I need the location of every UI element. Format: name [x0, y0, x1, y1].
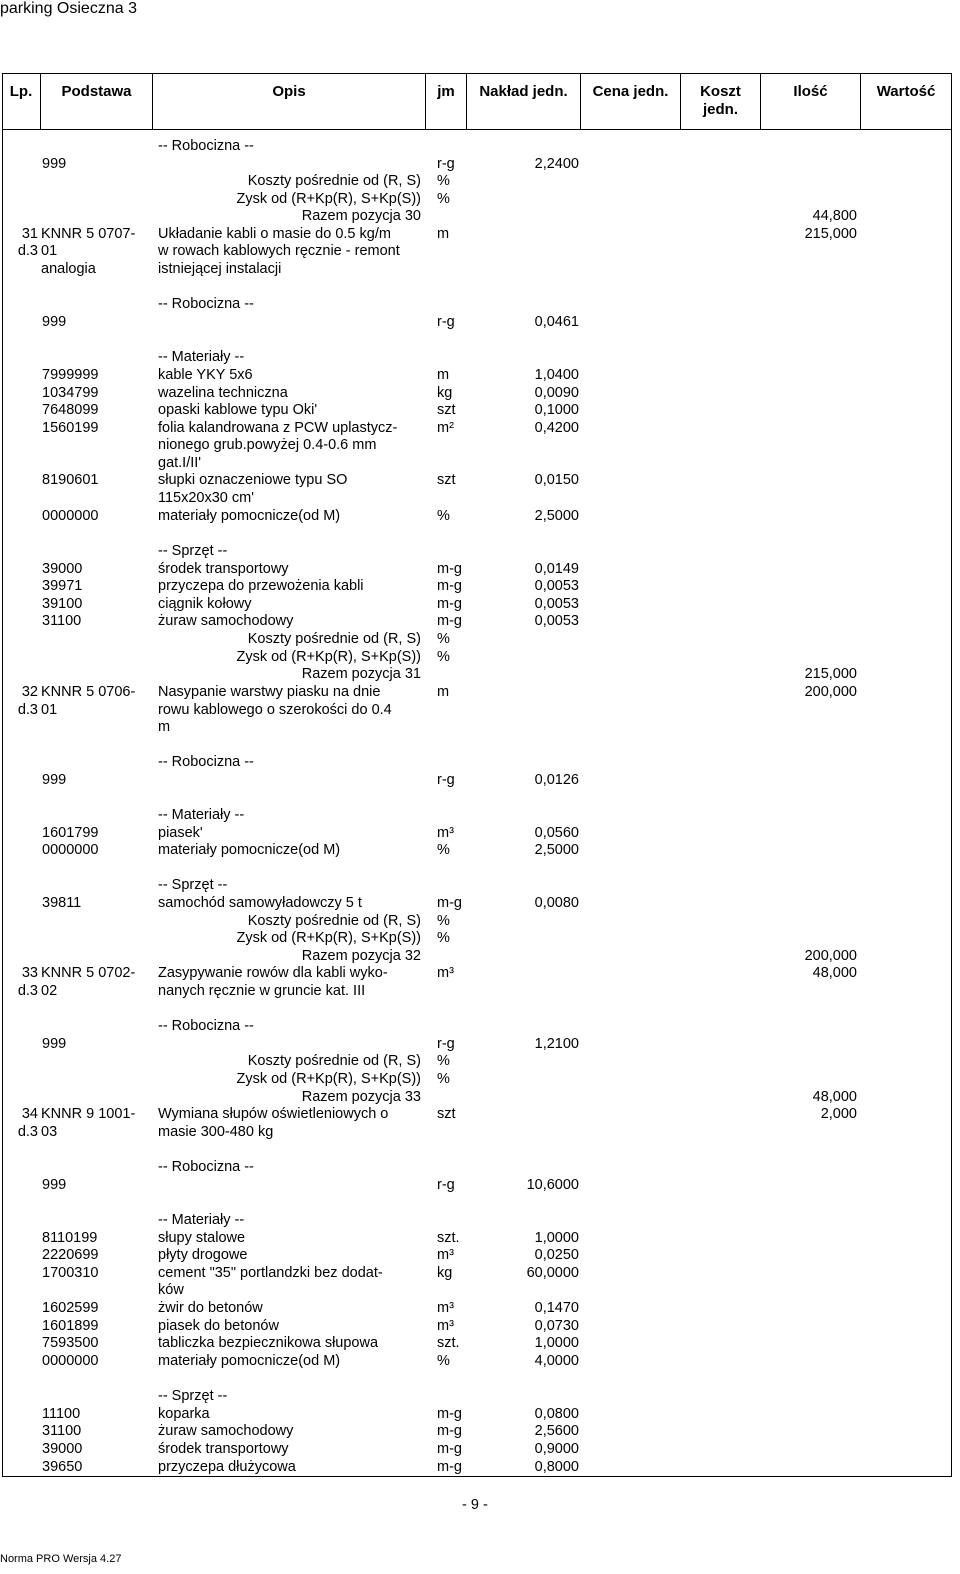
cell-podstawa: 01: [41, 243, 58, 259]
col-divider: [860, 73, 861, 129]
cell-opis: Koszty pośrednie od (R, S): [247, 1053, 421, 1069]
cell-jm: szt: [437, 472, 456, 488]
cell-jm: %: [437, 191, 450, 207]
cell-code: 999: [42, 1036, 67, 1052]
cell-jm: r-g: [437, 1177, 455, 1193]
cell-naklad: 10,6000: [526, 1177, 579, 1193]
cell-naklad: 0,0090: [534, 385, 579, 401]
cell-lp: 32: [21, 684, 38, 700]
cell-naklad: 1,0000: [534, 1335, 579, 1351]
cell-lp: d.3: [17, 983, 38, 999]
cell-naklad: 0,0560: [534, 825, 579, 841]
cell-jm: r-g: [437, 314, 455, 330]
cell-code: 31100: [42, 613, 82, 629]
cell-opis: -- Materiały --: [158, 1212, 245, 1228]
cell-naklad: 2,2400: [534, 156, 579, 172]
cell-podstawa: 03: [41, 1124, 58, 1140]
cell-jm: m-g: [437, 596, 462, 612]
cell-lp: 33: [21, 965, 38, 981]
cell-code: 39650: [42, 1459, 83, 1475]
cell-code: 8110199: [42, 1230, 98, 1246]
cell-jm: szt.: [437, 1335, 460, 1351]
col-divider: [466, 73, 467, 129]
cell-naklad: 0,0800: [534, 1406, 579, 1422]
cell-opis: -- Robocizna --: [158, 296, 254, 312]
col-divider: [40, 73, 41, 129]
cell-opis: środek transportowy: [158, 1441, 289, 1457]
cell-code: 39971: [42, 578, 83, 594]
cell-opis: cement "35" portlandzki bez dodat-: [158, 1265, 383, 1281]
cell-code: 2220699: [42, 1247, 99, 1263]
cell-jm: m³: [437, 965, 454, 981]
cell-code: 31100: [42, 1423, 82, 1439]
cell-opis: przyczepa do przewożenia kabli: [158, 578, 364, 594]
cell-code: 0000000: [42, 1353, 99, 1369]
cell-code: 999: [42, 772, 67, 788]
cell-ilosc: 44,800: [812, 208, 857, 224]
cell-opis: nionego grub.powyżej 0.4-0.6 mm: [158, 437, 377, 453]
cell-jm: m-g: [437, 895, 462, 911]
cell-jm: m: [437, 367, 450, 383]
cell-ilosc: 215,000: [804, 226, 857, 242]
cell-code: 999: [42, 314, 67, 330]
cell-code: 1700310: [42, 1265, 99, 1281]
cell-opis: ków: [158, 1282, 184, 1298]
cell-jm: m-g: [437, 578, 462, 594]
cell-opis: środek transportowy: [158, 561, 289, 577]
cell-opis: rowu kablowego o szerokości do 0.4: [158, 702, 392, 718]
cell-jm: m-g: [437, 1406, 462, 1422]
cell-code: 1560199: [42, 420, 99, 436]
cell-opis: -- Robocizna --: [158, 754, 254, 770]
header-opis: Opis: [272, 83, 306, 100]
cell-opis: -- Sprzęt --: [158, 1388, 228, 1404]
cell-naklad: 0,0461: [534, 314, 579, 330]
cell-naklad: 0,0250: [534, 1247, 579, 1263]
cell-opis: przyczepa dłużycowa: [158, 1459, 296, 1475]
cell-opis: żuraw samochodowy: [158, 1423, 294, 1439]
cell-code: 1034799: [42, 385, 99, 401]
cell-naklad: 0,1000: [534, 402, 579, 418]
header-ilosc: Ilość: [793, 83, 828, 100]
cell-opis: płyty drogowe: [158, 1247, 248, 1263]
cell-naklad: 0,0080: [534, 895, 579, 911]
cell-naklad: 0,1470: [534, 1300, 579, 1316]
header-koszt: Koszt jedn.: [700, 83, 741, 118]
cell-jm: m-g: [437, 1423, 462, 1439]
cell-code: 1602599: [42, 1300, 99, 1316]
cell-jm: m: [437, 226, 450, 242]
cell-naklad: 1,0400: [534, 367, 579, 383]
cell-jm: m³: [437, 1300, 454, 1316]
cell-opis: materiały pomocnicze(od M): [158, 842, 341, 858]
cell-opis: -- Materiały --: [158, 349, 245, 365]
cell-jm: szt.: [437, 1230, 460, 1246]
cell-opis: 115x20x30 cm': [158, 490, 254, 506]
col-divider: [425, 73, 426, 129]
cell-podstawa: KNNR 5 0702-: [41, 965, 136, 981]
cell-opis: słupy stalowe: [158, 1230, 246, 1246]
cell-lp: d.3: [17, 243, 38, 259]
cell-jm: %: [437, 1071, 450, 1087]
col-divider: [760, 73, 761, 129]
cell-naklad: 0,0126: [534, 772, 579, 788]
cell-jm: m³: [437, 1247, 454, 1263]
cell-opis: Razem pozycja 33: [301, 1089, 421, 1105]
cell-opis: -- Sprzęt --: [158, 543, 228, 559]
cell-code: 39000: [42, 561, 83, 577]
cell-opis: w rowach kablowych ręcznie - remont: [158, 243, 400, 259]
cell-podstawa: KNNR 5 0706-: [41, 684, 136, 700]
cell-jm: m³: [437, 1318, 454, 1334]
cell-naklad: 1,2100: [534, 1036, 579, 1052]
cell-opis: materiały pomocnicze(od M): [158, 508, 341, 524]
cell-code: 39000: [42, 1441, 83, 1457]
cell-code: 7593500: [42, 1335, 99, 1351]
cell-jm: %: [437, 930, 450, 946]
page-number: - 9 -: [462, 1497, 488, 1513]
cell-code: 8190601: [42, 472, 99, 488]
cell-code: 7648099: [42, 402, 99, 418]
cell-naklad: 0,0730: [534, 1318, 579, 1334]
cell-lp: d.3: [17, 702, 38, 718]
cell-naklad: 60,0000: [526, 1265, 579, 1281]
cell-opis: Zysk od (R+Kp(R), S+Kp(S)): [236, 1071, 421, 1087]
cell-opis: Zysk od (R+Kp(R), S+Kp(S)): [236, 191, 421, 207]
cell-opis: opaski kablowe typu Oki': [158, 402, 318, 418]
col-divider: [580, 73, 581, 129]
cell-naklad: 0,8000: [534, 1459, 579, 1475]
cell-opis: słupki oznaczeniowe typu SO: [158, 472, 348, 488]
cell-opis: Razem pozycja 31: [301, 666, 421, 682]
cell-lp: 34: [21, 1106, 38, 1122]
cell-jm: %: [437, 649, 450, 665]
footer-version: Norma PRO Wersja 4.27: [0, 1553, 122, 1565]
cell-ilosc: 2,000: [820, 1106, 857, 1122]
cell-jm: m³: [437, 825, 454, 841]
cell-code: 999: [42, 156, 67, 172]
cell-code: 1601899: [42, 1318, 99, 1334]
header-jm: jm: [437, 83, 455, 100]
cell-naklad: 0,0053: [534, 578, 579, 594]
cell-podstawa: 02: [41, 983, 58, 999]
header-naklad: Nakład jedn.: [479, 83, 568, 100]
cell-ilosc: 200,000: [804, 948, 857, 964]
cell-naklad: 2,5000: [534, 842, 579, 858]
cell-opis: -- Robocizna --: [158, 1159, 254, 1175]
cell-opis: Nasypanie warstwy piasku na dnie: [158, 684, 381, 700]
cell-opis: -- Robocizna --: [158, 138, 254, 154]
cell-podstawa: KNNR 9 1001-: [41, 1106, 136, 1122]
header-cena: Cena jedn.: [592, 83, 669, 100]
cell-opis: tabliczka bezpiecznikowa słupowa: [158, 1335, 379, 1351]
cell-naklad: 0,4200: [534, 420, 579, 436]
cell-opis: Koszty pośrednie od (R, S): [247, 173, 421, 189]
cell-opis: żwir do betonów: [158, 1300, 263, 1316]
cell-jm: %: [437, 1053, 450, 1069]
cell-code: 39811: [42, 895, 82, 911]
cell-jm: szt: [437, 402, 456, 418]
cell-opis: żuraw samochodowy: [158, 613, 294, 629]
cell-opis: masie 300-480 kg: [158, 1124, 274, 1140]
header-lp: Lp.: [9, 83, 33, 100]
cell-jm: kg: [437, 385, 453, 401]
cell-ilosc: 215,000: [804, 666, 857, 682]
cell-jm: szt: [437, 1106, 456, 1122]
cell-jm: %: [437, 842, 450, 858]
cell-naklad: 0,0149: [534, 561, 579, 577]
cell-jm: m: [437, 684, 450, 700]
cell-opis: gat.I/II': [158, 455, 202, 471]
cell-jm: m-g: [437, 613, 462, 629]
cell-opis: Razem pozycja 32: [301, 948, 421, 964]
cell-jm: %: [437, 173, 450, 189]
cell-naklad: 0,9000: [534, 1441, 579, 1457]
cell-opis: Wymiana słupów oświetleniowych o: [158, 1106, 389, 1122]
cell-code: 39100: [42, 596, 83, 612]
cell-opis: -- Sprzęt --: [158, 877, 228, 893]
header-divider: [2, 129, 952, 130]
cell-opis: Układanie kabli o masie do 0.5 kg/m: [158, 226, 391, 242]
cell-opis: materiały pomocnicze(od M): [158, 1353, 341, 1369]
cell-jm: %: [437, 631, 450, 647]
cell-opis: Koszty pośrednie od (R, S): [247, 913, 421, 929]
cell-lp: d.3: [17, 1124, 38, 1140]
cell-opis: folia kalandrowana z PCW uplastycz-: [158, 420, 398, 436]
cell-jm: m-g: [437, 1459, 462, 1475]
col-divider: [152, 73, 153, 129]
cell-naklad: 0,0053: [534, 596, 579, 612]
cell-opis: Razem pozycja 30: [301, 208, 421, 224]
cell-code: 1601799: [42, 825, 99, 841]
cell-opis: piasek do betonów: [158, 1318, 279, 1334]
cell-lp: 31: [21, 226, 38, 242]
cell-opis: nanych ręcznie w gruncie kat. III: [158, 983, 366, 999]
cell-jm: r-g: [437, 156, 455, 172]
cell-jm: kg: [437, 1265, 453, 1281]
cell-opis: ciągnik kołowy: [158, 596, 252, 612]
cell-jm: r-g: [437, 1036, 455, 1052]
cell-jm: m-g: [437, 561, 462, 577]
cell-ilosc: 200,000: [804, 684, 857, 700]
cell-jm: m²: [437, 420, 454, 436]
cell-opis: -- Robocizna --: [158, 1018, 254, 1034]
cell-jm: %: [437, 913, 450, 929]
cell-opis: Zysk od (R+Kp(R), S+Kp(S)): [236, 649, 421, 665]
cell-naklad: 4,0000: [534, 1353, 579, 1369]
cell-ilosc: 48,000: [812, 1089, 857, 1105]
cell-naklad: 0,0150: [534, 472, 579, 488]
cell-code: 0000000: [42, 842, 99, 858]
cell-naklad: 2,5600: [534, 1423, 579, 1439]
cell-naklad: 0,0053: [534, 613, 579, 629]
cell-code: 7999999: [42, 367, 99, 383]
document-title: parking Osieczna 3: [0, 0, 137, 17]
cell-podstawa: KNNR 5 0707-: [41, 226, 136, 242]
cell-opis: Zasypywanie rowów dla kabli wyko-: [158, 965, 388, 981]
cell-opis: wazelina techniczna: [158, 385, 288, 401]
cell-naklad: 2,5000: [534, 508, 579, 524]
cell-ilosc: 48,000: [812, 965, 857, 981]
cell-opis: Koszty pośrednie od (R, S): [247, 631, 421, 647]
cell-podstawa: 01: [41, 702, 58, 718]
cell-code: 999: [42, 1177, 67, 1193]
header-podstawa: Podstawa: [61, 83, 132, 100]
cell-opis: samochód samowyładowczy 5 t: [158, 895, 362, 911]
cell-naklad: 1,0000: [534, 1230, 579, 1246]
cell-podstawa: analogia: [41, 261, 96, 277]
header-wartosc: Wartość: [876, 83, 936, 100]
cell-opis: piasek': [158, 825, 203, 841]
cell-opis: kable YKY 5x6: [158, 367, 253, 383]
cell-jm: r-g: [437, 772, 455, 788]
cell-opis: istniejącej instalacji: [158, 261, 282, 277]
cell-opis: -- Materiały --: [158, 807, 245, 823]
cell-opis: Zysk od (R+Kp(R), S+Kp(S)): [236, 930, 421, 946]
cell-code: 0000000: [42, 508, 99, 524]
cell-jm: %: [437, 1353, 450, 1369]
cell-jm: %: [437, 508, 450, 524]
cell-code: 11100: [42, 1406, 81, 1422]
cell-jm: m-g: [437, 1441, 462, 1457]
cell-opis: m: [158, 719, 171, 735]
cell-opis: koparka: [158, 1406, 210, 1422]
